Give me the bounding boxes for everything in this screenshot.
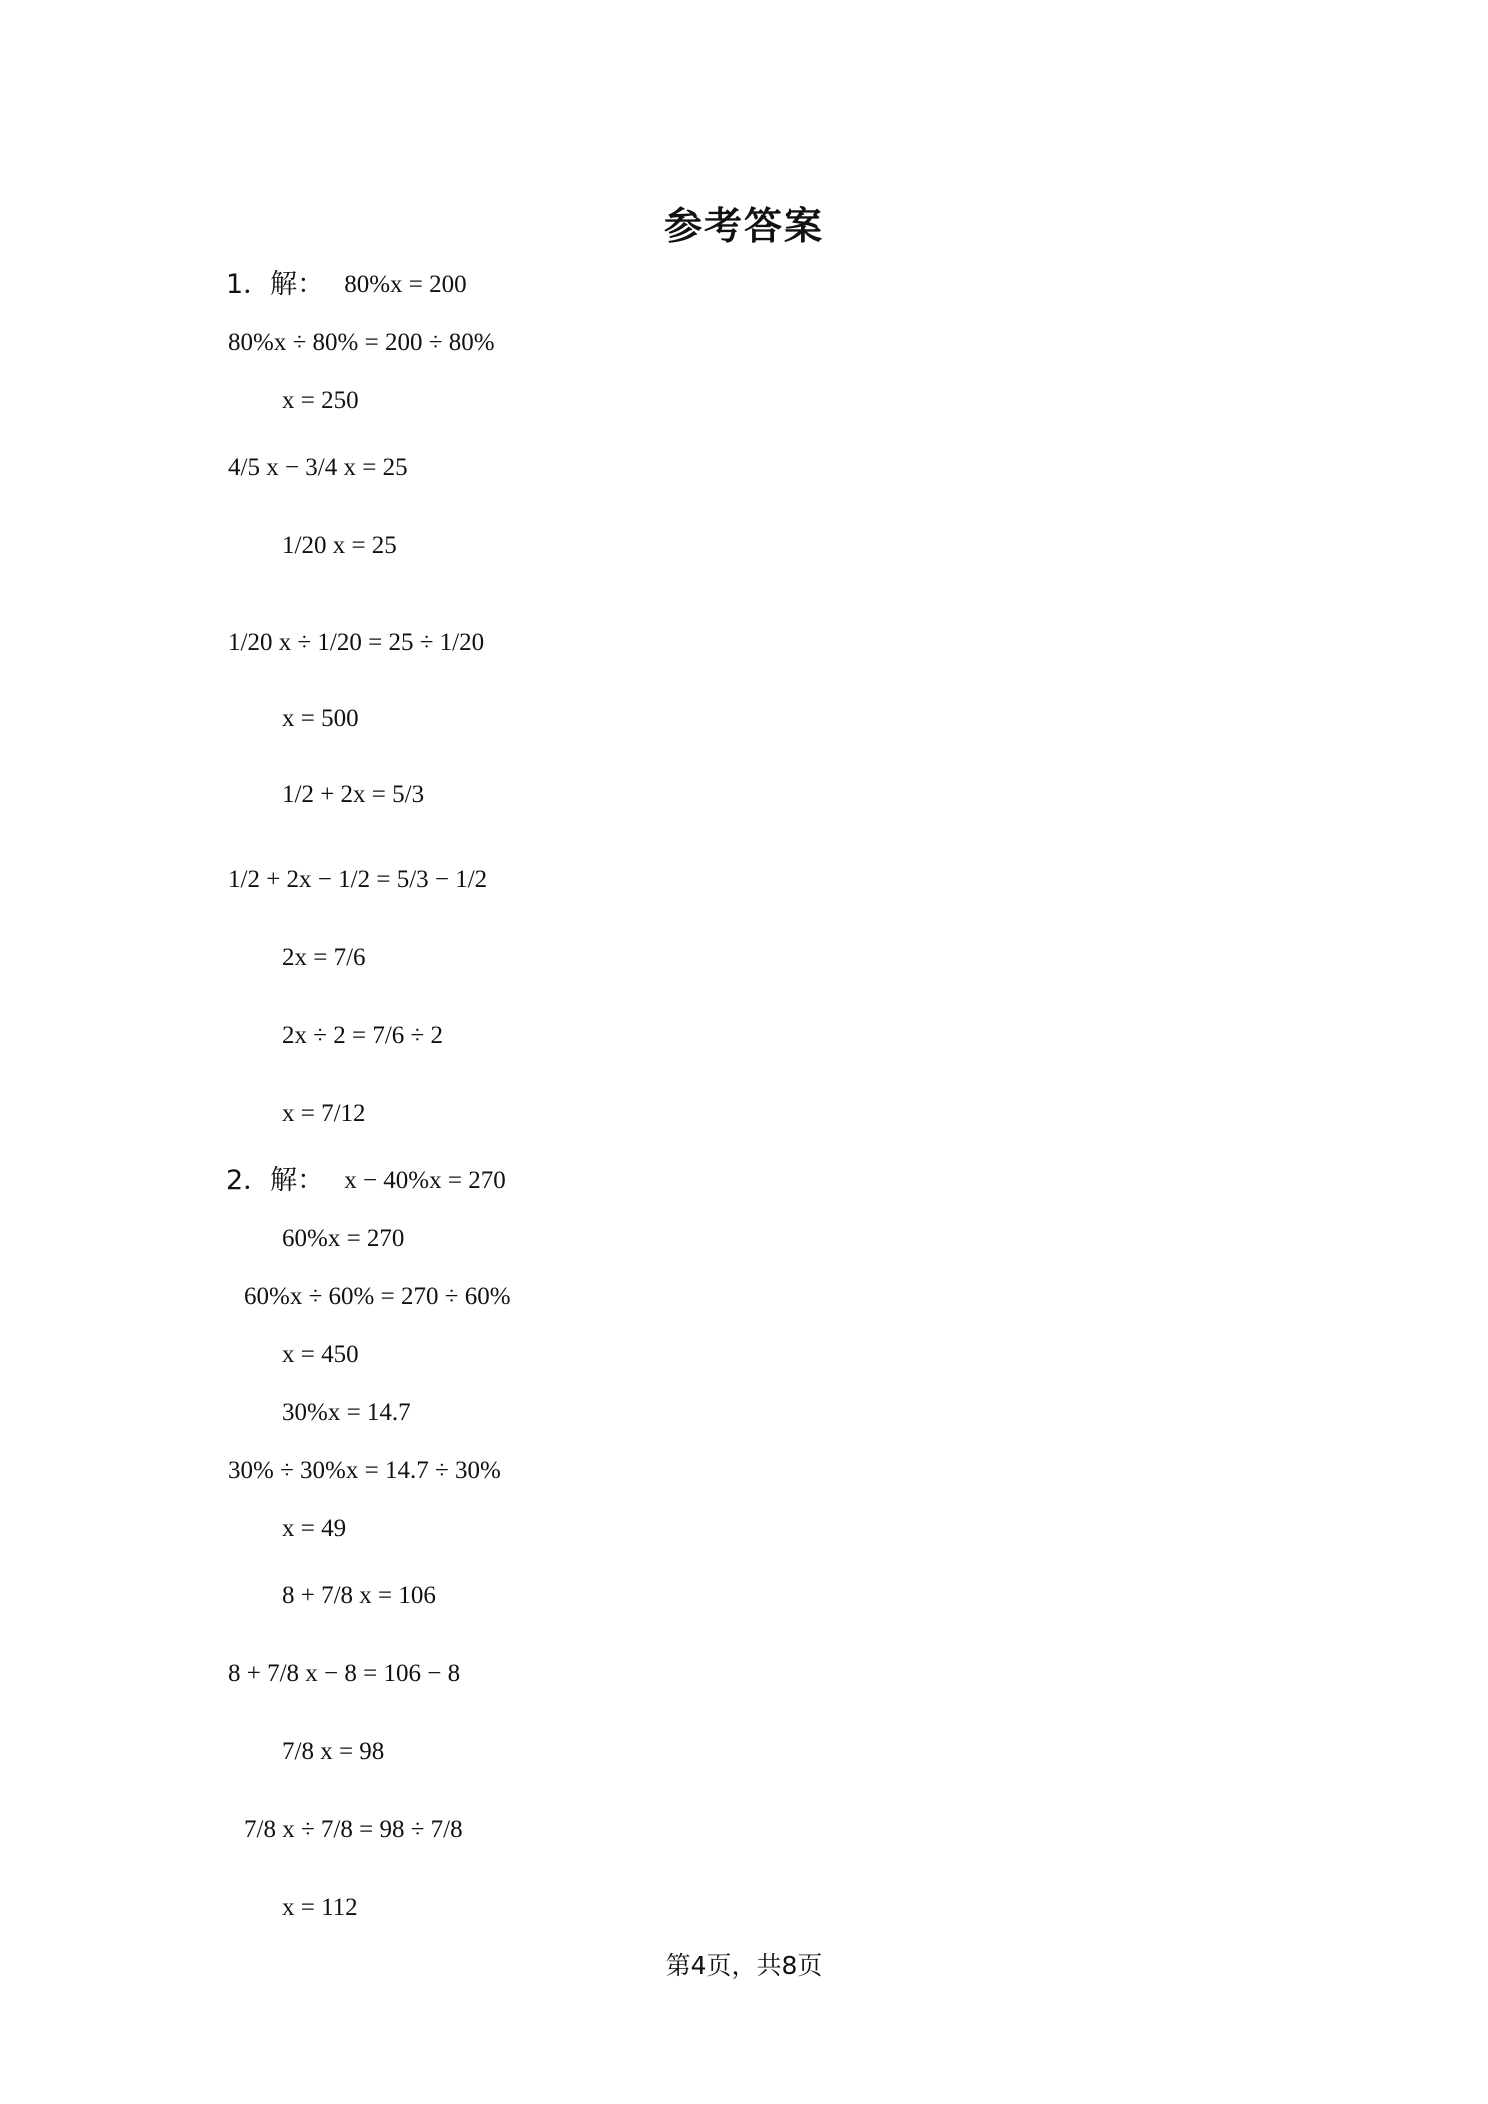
- problem-2-step-5: 30% ÷ 30%x = 14.7 ÷ 30%: [228, 1457, 501, 1484]
- problem-1-header: [226, 270, 1326, 300]
- problem-1-step-7: 1/2 + 2x = 5/3: [282, 781, 425, 808]
- problem-2-step-3: x = 450: [282, 1341, 359, 1368]
- problem-1-step-10: 2x ÷ 2 = 7/6 ÷ 2: [282, 1022, 443, 1049]
- problem-2-step-11: x = 112: [282, 1894, 358, 1921]
- problem-1-equation: 80%x = 200: [344, 271, 467, 298]
- problem-1-step-1: 80%x ÷ 80% = 200 ÷ 80%: [228, 329, 495, 356]
- page-footer: 第4页，共8页: [665, 1951, 823, 1980]
- problem-2-equation: x − 40%x = 270: [344, 1167, 506, 1194]
- problem-1-step-6: x = 500: [282, 705, 359, 732]
- problem-1-step-8: 1/2 + 2x − 1/2 = 5/3 − 1/2: [228, 866, 488, 893]
- problem-2-step-4: 30%x = 14.7: [282, 1399, 411, 1426]
- problem-2-step-7: 8 + 7/8 x = 106: [282, 1582, 436, 1609]
- problem-1-step-5: 1/20 x ÷ 1/20 = 25 ÷ 1/20: [228, 629, 485, 656]
- problem-2-label: 2．解：: [226, 1165, 325, 1196]
- page-title: 参考答案: [663, 204, 824, 248]
- problem-1-step-3: 4/5 x − 3/4 x = 25: [228, 454, 408, 481]
- problem-1-step-4: 1/20 x = 25: [282, 532, 397, 559]
- problem-2-step-1: 60%x = 270: [282, 1225, 405, 1252]
- problem-2-step-2: 60%x ÷ 60% = 270 ÷ 60%: [244, 1283, 511, 1310]
- problem-1-step-9: 2x = 7/6: [282, 944, 366, 971]
- problem-1-step-2: x = 250: [282, 387, 359, 414]
- problem-1-step-11: x = 7/12: [282, 1100, 366, 1127]
- problem-1-label: 1．解：: [226, 269, 325, 300]
- problem-2-step-6: x = 49: [282, 1515, 347, 1542]
- answer-content: [226, 270, 1326, 1923]
- problem-2-step-9: 7/8 x = 98: [282, 1738, 385, 1765]
- problem-2-header: [226, 1166, 1326, 1196]
- problem-2-step-10: 7/8 x ÷ 7/8 = 98 ÷ 7/8: [244, 1816, 463, 1843]
- problem-2-step-8: 8 + 7/8 x − 8 = 106 − 8: [228, 1660, 461, 1687]
